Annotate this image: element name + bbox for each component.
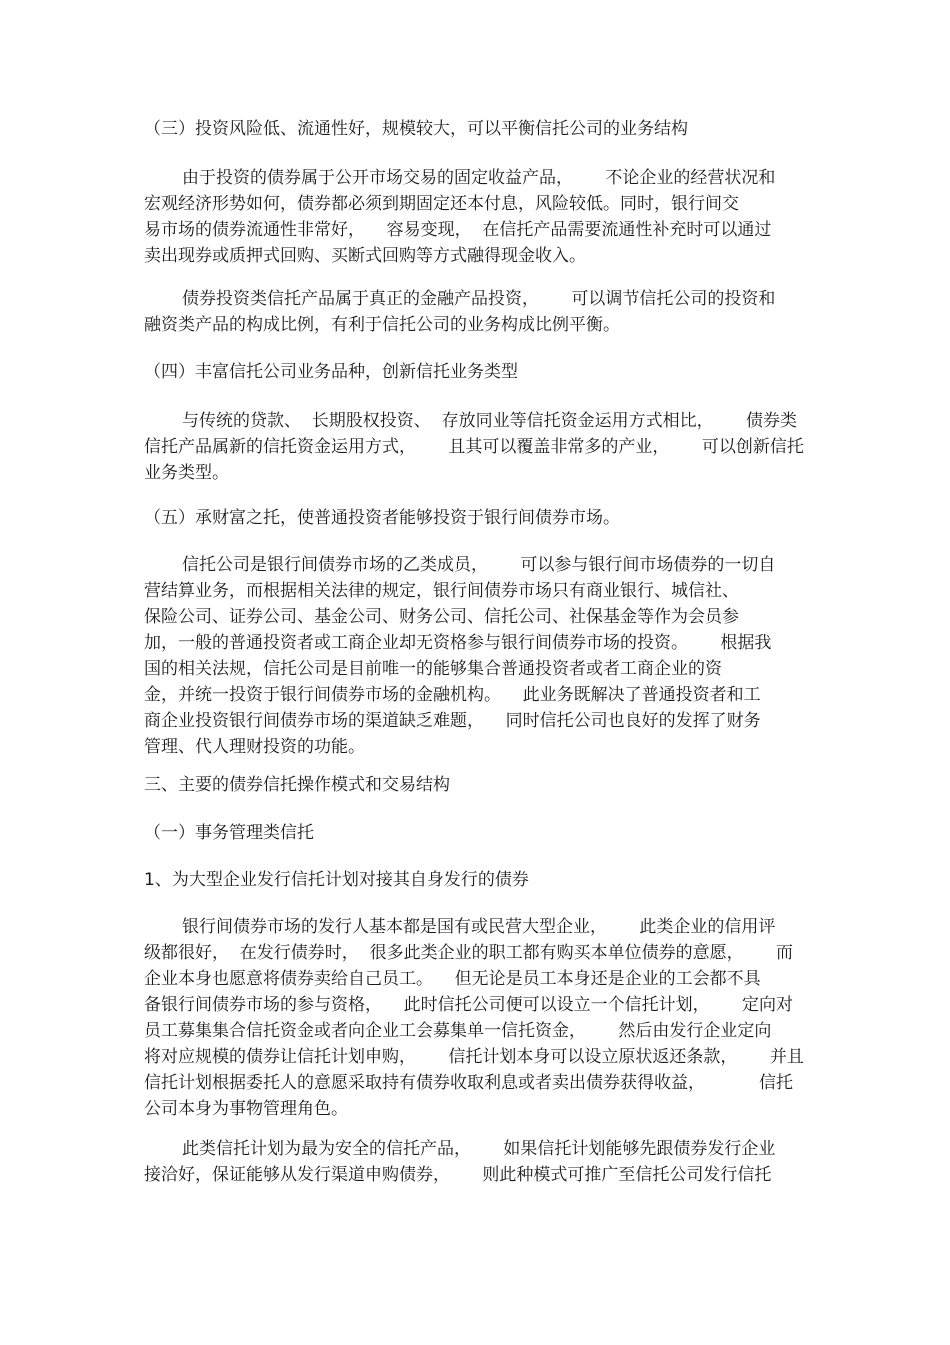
paragraph-line: 级都很好， 在发行债券时， 很多此类企业的职工都有购买本单位债券的意愿， 而 bbox=[144, 943, 794, 963]
heading-text: （五）承财富之托，使普通投资者能够投资于银行间债券市场。 bbox=[144, 508, 620, 528]
heading-text: （四）丰富信托公司业务品种，创新信托业务类型 bbox=[144, 362, 518, 382]
heading-section-5 bbox=[144, 505, 824, 531]
paragraph-line: 与传统的贷款、 长期股权投资、 存放同业等信托资金运用方式相比， 债券类 bbox=[182, 411, 798, 431]
paragraph-line: 企业本身也愿意将债券卖给自己员工。 但无论是员工本身还是企业的工会都不具 bbox=[144, 969, 761, 989]
heading-chapter-3 bbox=[144, 772, 824, 798]
paragraph-line: 信托公司是银行间债券市场的乙类成员， 可以参与银行间市场债券的一切自 bbox=[182, 555, 776, 575]
paragraph-line: 易市场的债券流通性非常好， 容易变现， 在信托产品需要流通性补充时可以通过 bbox=[144, 220, 772, 240]
paragraph-line: 员工募集集合信托资金或者向企业工会募集单一信托资金， 然后由发行企业定向 bbox=[144, 1021, 772, 1041]
paragraph-line: 公司本身为事物管理角色。 bbox=[144, 1099, 348, 1119]
heading-subsection-1 bbox=[144, 820, 824, 846]
heading-text: 1、为大型企业发行信托计划对接其自身发行的债券 bbox=[144, 870, 529, 890]
paragraph-business-balance bbox=[144, 286, 824, 338]
paragraph-innovation bbox=[144, 408, 824, 486]
paragraph-line: 国的相关法规，信托公司是目前唯一的能够集合普通投资者或者工商企业的资 bbox=[144, 659, 722, 679]
paragraph-line: 金，并统一投资于银行间债券市场的金融机构。 此业务既解决了普通投资者和工 bbox=[144, 685, 761, 705]
heading-section-4 bbox=[144, 359, 824, 385]
paragraph-line: 宏观经济形势如何，债券都必须到期固定还本付息，风险较低。同时，银行间交 bbox=[144, 194, 739, 214]
paragraph-safe-product bbox=[144, 1136, 824, 1188]
paragraph-line: 此类信托计划为最为安全的信托产品， 如果信托计划能够先跟债券发行企业 bbox=[182, 1139, 776, 1159]
heading-text: 三、主要的债券信托操作模式和交易结构 bbox=[144, 775, 450, 795]
paragraph-line: 债券投资类信托产品属于真正的金融产品投资， 可以调节信托公司的投资和 bbox=[182, 289, 776, 309]
paragraph-enterprise-plan bbox=[144, 914, 824, 1122]
heading-text: （三）投资风险低、流通性好，规模较大，可以平衡信托公司的业务结构 bbox=[144, 119, 688, 139]
paragraph-line: 加，一般的普通投资者或工商企业却无资格参与银行间债券市场的投资。 根据我 bbox=[144, 633, 772, 653]
heading-section-3 bbox=[144, 116, 824, 142]
paragraph-line: 管理、代人理财投资的功能。 bbox=[144, 737, 365, 757]
paragraph-line: 营结算业务，而根据相关法律的规定，银行间债券市场只有商业银行、城信社、 bbox=[144, 581, 739, 601]
paragraph-line: 业务类型。 bbox=[144, 463, 229, 483]
paragraph-line: 信托计划根据委托人的意愿采取持有债券收取利息或者卖出债券获得收益， 信托 bbox=[144, 1073, 794, 1093]
heading-text: （一）事务管理类信托 bbox=[144, 823, 314, 843]
paragraph-line: 接洽好，保证能够从发行渠道申购债券， 则此种模式可推广至信托公司发行信托 bbox=[144, 1165, 772, 1185]
paragraph-line: 融资类产品的构成比例，有利于信托公司的业务构成比例平衡。 bbox=[144, 315, 620, 335]
paragraph-line: 银行间债券市场的发行人基本都是国有或民营大型企业， 此类企业的信用评 bbox=[182, 917, 776, 937]
paragraph-line: 信托产品属新的信托资金运用方式， 且其可以覆盖非常多的产业， 可以创新信托 bbox=[144, 437, 804, 457]
paragraph-line: 将对应规模的债券让信托计划申购， 信托计划本身可以设立原状返还条款， 并且 bbox=[144, 1047, 804, 1067]
paragraph-bond-liquidity bbox=[144, 165, 824, 269]
paragraph-line: 商企业投资银行间债券市场的渠道缺乏难题， 同时信托公司也良好的发挥了财务 bbox=[144, 711, 761, 731]
heading-item-1 bbox=[144, 867, 824, 893]
paragraph-line: 由于投资的债券属于公开市场交易的固定收益产品， 不论企业的经营状况和 bbox=[182, 168, 776, 188]
paragraph-line: 保险公司、证券公司、基金公司、财务公司、信托公司、社保基金等作为会员参 bbox=[144, 607, 739, 627]
paragraph-interbank-access bbox=[144, 552, 824, 760]
paragraph-line: 备银行间债券市场的参与资格， 此时信托公司便可以设立一个信托计划， 定向对 bbox=[144, 995, 794, 1015]
paragraph-line: 卖出现券或质押式回购、买断式回购等方式融得现金收入。 bbox=[144, 246, 586, 266]
